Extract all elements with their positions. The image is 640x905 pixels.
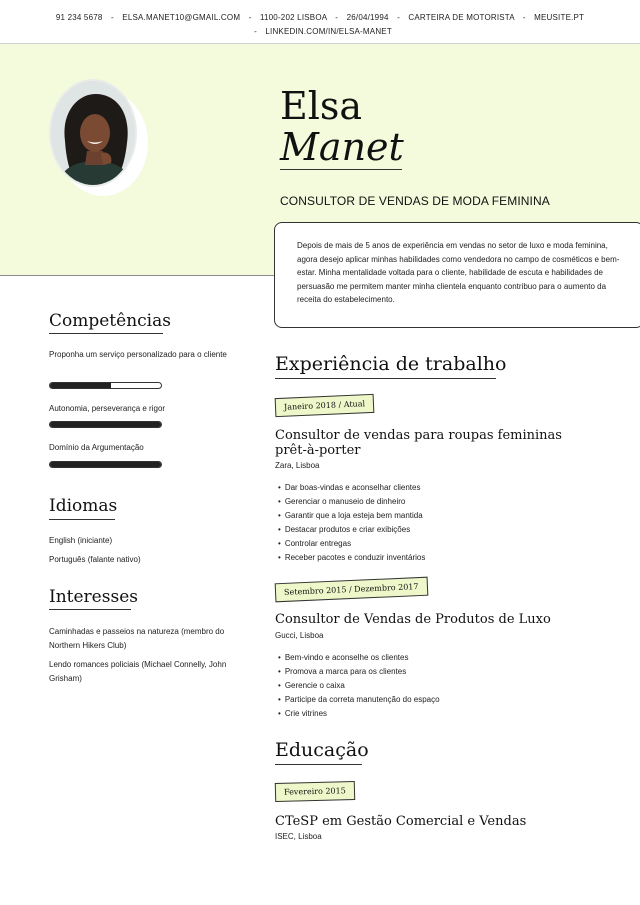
email-link[interactable]: ELSA.MANET10@GMAIL.COM [122,13,241,22]
contact-line-1 [0,11,640,25]
skills-title-rule [49,333,163,334]
language-item: English (iniciante) [49,536,113,545]
job-task: • Gerenciar o manuseio de dinheiro [278,495,425,509]
separator: - [248,13,252,22]
job-task: • Crie vitrines [278,707,440,721]
job-date-tag: Janeiro 2018 / Atual [275,394,375,417]
job-task: • Promova a marca para os clientes [278,665,440,679]
summary-box [274,222,640,328]
job-task: • Participe da correta manutenção do espaço [278,693,440,707]
separator: - [522,13,526,22]
address: 1100-202 LISBOA [259,13,327,22]
education-degree: CTeSP em Gestão Comercial e Vendas [275,814,527,829]
skill-label: Domínio da Argumentação [49,443,144,452]
interest-item: Caminhadas e passeios na natureza (membro do Northern Hikers Club) [49,627,225,650]
separator: - [397,13,400,22]
separator: - [110,13,114,22]
last-name: Manet [280,125,404,169]
job-company: Gucci, Lisboa [275,631,324,640]
job-company: Zara, Lisboa [275,461,320,470]
education-title-rule [275,764,362,765]
job-task: • Destacar produtos e criar exibições [278,523,425,537]
skill-bar [49,382,162,389]
education-date-tag: Fevereiro 2015 [275,781,355,802]
linkedin-link[interactable]: LINKEDIN.COM/IN/ELSA-MANET [265,27,392,36]
first-name: Elsa [280,84,363,128]
experience-title-rule [275,378,496,379]
job-task: • Dar boas-vindas e aconselhar clientes [278,481,425,495]
job-task-list [278,651,440,721]
skill-label: Proponha um serviço personalizado para o cliente [49,350,227,359]
job-title: Consultor de vendas para roupas femininas prêt-à-porter [275,428,562,458]
languages-title: Idiomas [49,496,118,516]
job-task: • Gerencie o caixa [278,679,440,693]
job-task-list [278,481,425,564]
person-avatar-icon [51,81,137,187]
job-title: CONSULTOR DE VENDAS DE MODA FEMININA [280,194,550,208]
job-date-tag: Setembro 2015 / Dezembro 2017 [275,577,428,603]
skill-bar-fill [50,422,161,427]
languages-title-rule [49,519,115,520]
name-underline [280,169,402,170]
job-task: • Garantir que a loja esteja bem mantida [278,509,425,523]
birthdate: 26/04/1994 [346,13,389,22]
interests-title-rule [49,609,131,610]
education-school: ISEC, Lisboa [275,832,322,841]
skill-bar [49,461,162,468]
job-title: Consultor de Vendas de Produtos de Luxo [275,612,551,627]
interests-title: Interesses [49,587,138,607]
skill-bar-fill [50,383,111,388]
skill-bar [49,421,162,428]
profile-photo [49,79,137,187]
job-task: • Bem-vindo e aconselhe os clientes [278,651,440,665]
job-task: • Receber pacotes e conduzir inventários [278,551,425,565]
interest-item: Lendo romances policiais (Michael Connelly, John Grisham) [49,660,227,683]
skills-title: Competências [49,311,171,331]
separator: - [254,27,257,36]
website-link[interactable]: MEUSITE.PT [534,13,585,22]
contact-line-2 [0,25,640,39]
skill-bar-fill [50,462,161,467]
separator: - [335,13,339,22]
language-item: Português (falante nativo) [49,555,141,564]
contact-bar [0,0,640,44]
skill-label: Autonomia, perseverança e rigor [49,404,166,413]
education-title: Educação [275,739,369,761]
license: CARTEIRA DE MOTORISTA [408,13,515,22]
phone: 91 234 5678 [55,13,103,22]
job-task: • Controlar entregas [278,537,425,551]
experience-title: Experiência de trabalho [275,353,507,375]
summary-text: Depois de mais de 5 anos de experiência em vendas no setor de luxo e moda feminina, agora desejo aplicar minhas habilidades como vendedora no campo de cosméticos e bem-estar. Minha mentalidade voltada para o cliente, habilidade de escuta e habilidades de persuasão me permitem manter minha clientela enquanto contribuo para o aumento da receita do estabelecimento. [297,241,620,305]
